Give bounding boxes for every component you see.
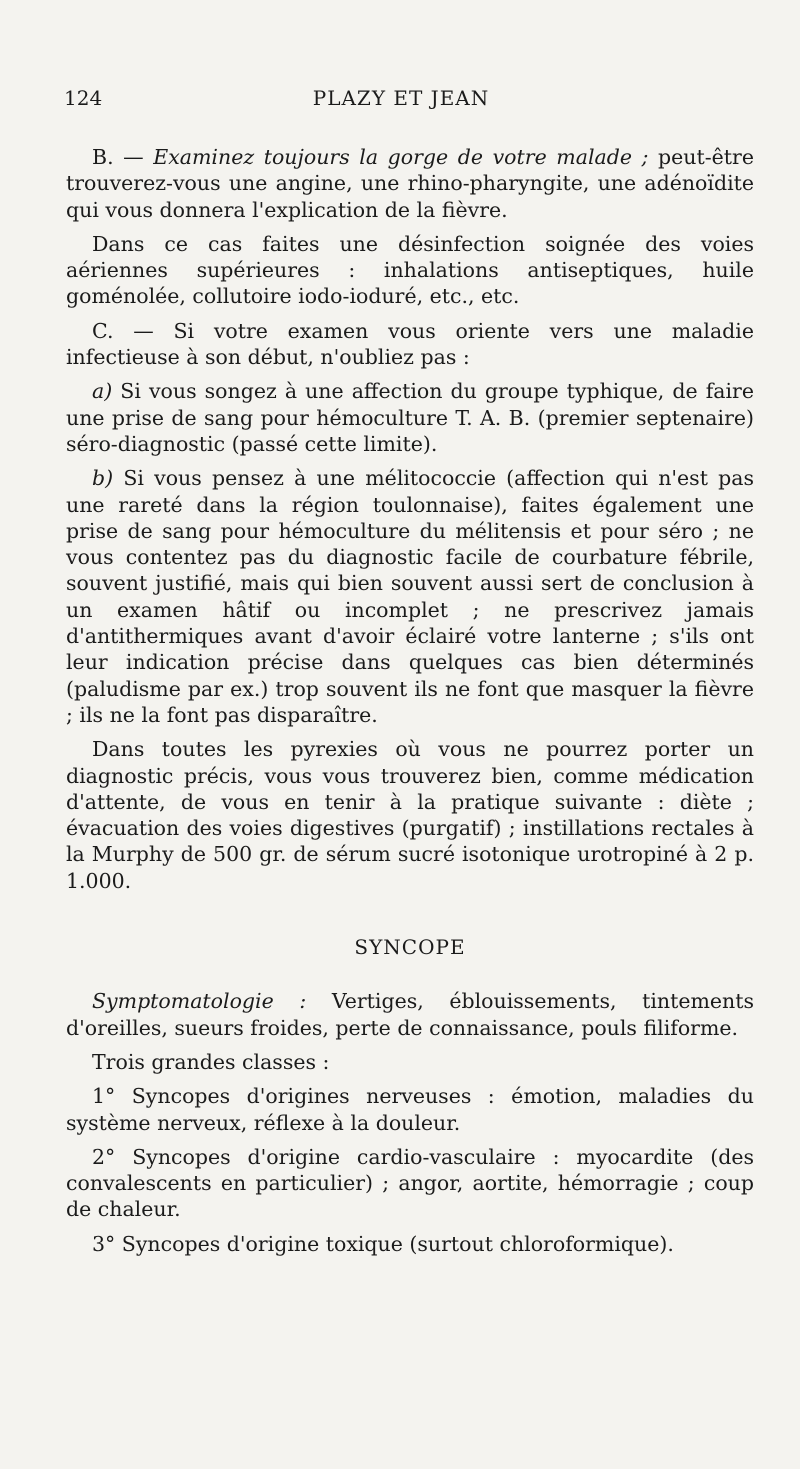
list-item: 1° Syncopes d'origines nerveuses : émotion, maladies du système nerveux, réflexe à la douleur. [66, 1084, 754, 1135]
symptomatologie-label: Symptomatologie : [92, 989, 307, 1014]
paragraph-a [66, 378, 754, 457]
paragraph-b-melitococcie [66, 465, 754, 728]
list-item: 2° Syncopes d'origine cardio-vasculaire : myocardite (des convalescents en particulier) ; angor, aortite, hémorragie ; coup de chaleur. [66, 1144, 754, 1222]
page-number: 124 [64, 86, 103, 110]
paragraph-b [66, 144, 754, 223]
paragraph-symptomatologie [66, 988, 754, 1041]
paragraph-b2-label: b) [92, 466, 114, 491]
page-header [64, 86, 738, 116]
symptomatologie-text: Vertiges, éblouissements, tintements d'oreilles, sueurs froides, perte de connaissance, pouls filiforme. [66, 989, 755, 1040]
paragraph-b-label: B. — [92, 145, 154, 169]
paragraph-a-text: Si vous songez à une affection du groupe typhique, de faire une prise de sang pour hémoculture T. A. B. (premier septenaire) séro-diagnostic (passé cette limite). [66, 379, 754, 456]
paragraph-c: C. — Si votre examen vous oriente vers une maladie infectieuse à son début, n'oubliez pas : [66, 318, 754, 370]
paragraph-dans-ce-cas: Dans ce cas faites une désinfection soignée des voies aériennes supérieures : inhalations antiseptiques, huile goménolée, collutoire iodo-ioduré, etc., etc. [66, 231, 754, 309]
paragraph-classes-intro: Trois grandes classes : [92, 1049, 330, 1074]
page-body [66, 144, 754, 1265]
running-title: PLAZY ET JEAN [312, 86, 490, 110]
paragraph-a-label: a) [92, 379, 113, 404]
section-title-syncope: SYNCOPE [354, 935, 466, 960]
paragraph-pyrexies: Dans toutes les pyrexies où vous ne pourrez porter un diagnostic précis, vous vous trouverez bien, comme médication d'attente, de vous en tenir à la pratique suivante : diète ; évacuation des voies digestives (purgatif) ; instillations rectales à la Murphy de 500 gr. de sérum sucré isotonique urotropiné à 2 p. 1.000. [66, 737, 754, 893]
paragraph-b2-text: Si vous pensez à une mélitococcie (affection qui n'est pas une rareté dans la région toulonnaise), faites également une prise de sang pour hémoculture du mélitensis et pour séro ; ne vous contentez pas du diagnostic facile de courbature fébrile, souvent justifié, mais qui bien souvent aussi sert de conclusion à un examen hâtif ou incomplet ; ne prescrivez jamais d'antithermiques avant d'avoir éclairé votre lanterne ; s'ils ont leur indication précise dans quelques cas bien déterminés (paludisme par ex.) trop souvent ils ne font que masquer la fièvre ; ils ne la font pas disparaître. [66, 466, 754, 727]
list-item: 3° Syncopes d'origine toxique (surtout chloroformique). [92, 1231, 674, 1256]
paragraph-b-text: peut-être trouverez-vous une angine, une rhino-pharyngite, une adénoïdite qui vous donnera l'explication de la fièvre. [66, 145, 754, 222]
paragraph-b-emphasis: Examinez toujours la gorge de votre malade ; [153, 145, 649, 169]
